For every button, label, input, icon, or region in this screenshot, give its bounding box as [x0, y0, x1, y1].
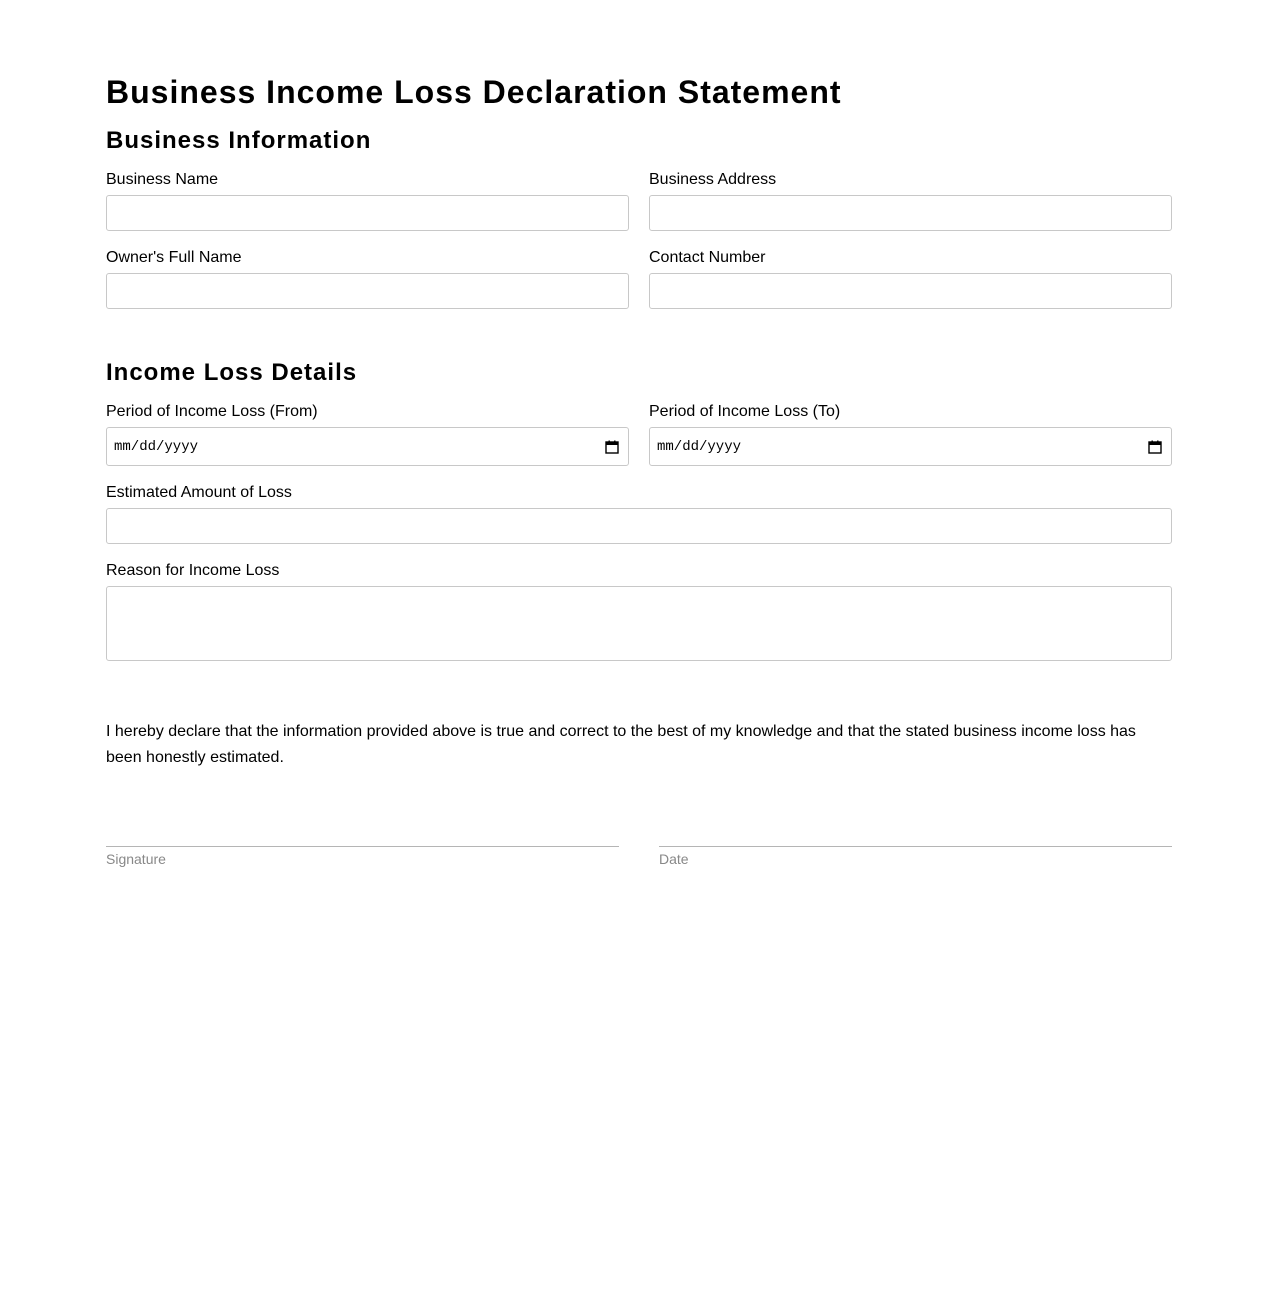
period-from-placeholder: mm/dd/yyyy [114, 439, 199, 455]
estimated-amount-input[interactable] [106, 508, 1172, 544]
contact-number-input[interactable] [649, 273, 1172, 309]
calendar-icon[interactable] [1148, 440, 1162, 454]
period-to-date-input[interactable] [649, 427, 1172, 466]
date-label: Date [659, 851, 689, 867]
business-name-label: Business Name [106, 171, 219, 188]
income-loss-heading: Income Loss Details [106, 359, 358, 386]
reason-textarea[interactable] [106, 586, 1172, 661]
owner-name-label: Owner's Full Name [106, 249, 242, 266]
business-address-input[interactable] [649, 195, 1172, 231]
page-title: Business Income Loss Declaration Statement [106, 74, 842, 110]
business-name-input[interactable] [106, 195, 629, 231]
business-address-label: Business Address [649, 171, 777, 188]
contact-number-label: Contact Number [649, 249, 766, 266]
period-to-placeholder: mm/dd/yyyy [657, 439, 742, 455]
estimated-amount-label: Estimated Amount of Loss [106, 484, 292, 501]
period-from-date-input[interactable] [106, 427, 629, 466]
declaration-text: I hereby declare that the information provided above is true and correct to the best of my knowledge and that the stated business income loss has been honestly estimated. [106, 723, 1136, 766]
date-line[interactable] [659, 846, 1172, 847]
period-from-label: Period of Income Loss (From) [106, 403, 318, 420]
owner-name-input[interactable] [106, 273, 629, 309]
signature-label: Signature [106, 851, 166, 867]
period-to-label: Period of Income Loss (To) [649, 403, 841, 420]
business-information-heading: Business Information [106, 127, 372, 154]
reason-label: Reason for Income Loss [106, 562, 280, 579]
signature-line[interactable] [106, 846, 619, 847]
calendar-icon[interactable] [605, 440, 619, 454]
